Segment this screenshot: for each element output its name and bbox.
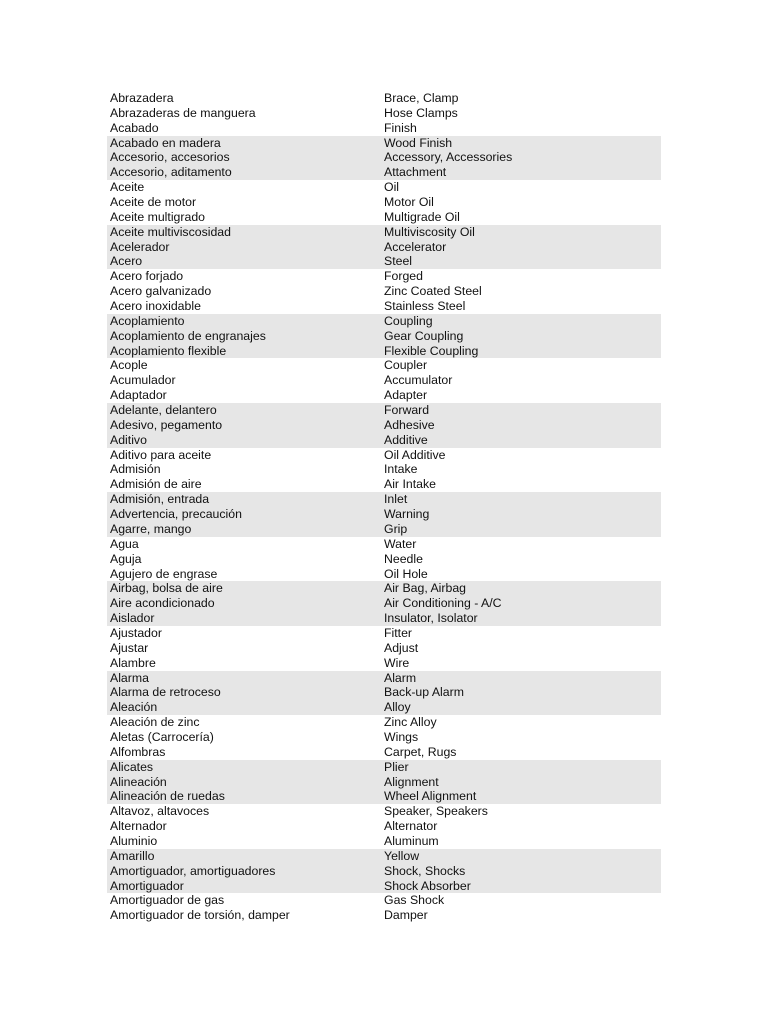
spanish-term: Acoplamiento flexible [110, 343, 227, 358]
english-term: Forged [384, 269, 423, 284]
english-term: Shock Absorber [384, 878, 471, 893]
glossary-row [107, 180, 661, 195]
glossary-row [107, 671, 661, 686]
glossary-row [107, 552, 661, 567]
english-term: Damper [384, 908, 428, 923]
spanish-term: Aceite multiviscosidad [110, 224, 231, 239]
glossary-row [107, 522, 661, 537]
glossary-row [107, 804, 661, 819]
english-term: Inlet [384, 492, 408, 507]
spanish-term: Acelerador [110, 239, 170, 254]
glossary-row [107, 388, 661, 403]
spanish-term: Aguja [110, 551, 142, 566]
spanish-term: Airbag, bolsa de aire [110, 581, 223, 596]
spanish-term: Amarillo [110, 848, 155, 863]
spanish-term: Aditivo para aceite [110, 447, 212, 462]
english-term: Insulator, Isolator [384, 611, 478, 626]
glossary-row [107, 745, 661, 760]
glossary-row [107, 477, 661, 492]
spanish-term: Acero inoxidable [110, 299, 201, 314]
english-term: Zinc Coated Steel [384, 284, 482, 299]
english-term: Adhesive [384, 417, 435, 432]
english-term: Additive [384, 432, 428, 447]
glossary-row [107, 760, 661, 775]
glossary-row [107, 106, 661, 121]
english-term: Intake [384, 462, 418, 477]
spanish-term: Admisión [110, 462, 161, 477]
glossary-row [107, 240, 661, 255]
glossary-row [107, 789, 661, 804]
spanish-term: Acero [110, 254, 143, 269]
glossary-row [107, 567, 661, 582]
english-term: Motor Oil [384, 195, 434, 210]
glossary-row [107, 908, 661, 923]
glossary-row [107, 507, 661, 522]
glossary-row [107, 879, 661, 894]
glossary-row [107, 121, 661, 136]
spanish-term: Alicates [110, 759, 154, 774]
glossary-row [107, 358, 661, 373]
glossary-row [107, 893, 661, 908]
glossary-row [107, 492, 661, 507]
glossary-row [107, 314, 661, 329]
glossary-row [107, 700, 661, 715]
spanish-term: Amortiguador de torsión, damper [110, 908, 290, 923]
spanish-term: Adaptador [110, 388, 167, 403]
spanish-term: Accesorio, accesorios [110, 150, 230, 165]
spanish-term: Amortiguador de gas [110, 893, 225, 908]
spanish-term: Altavoz, altavoces [110, 804, 210, 819]
spanish-term: Abrazadera [110, 91, 174, 105]
spanish-term: Aceite multigrado [110, 209, 206, 224]
glossary-row [107, 91, 661, 106]
english-term: Alarm [384, 670, 417, 685]
english-term: Aluminum [384, 833, 439, 848]
spanish-term: Alarma de retroceso [110, 685, 221, 700]
english-term: Adapter [384, 388, 428, 403]
english-term: Accessory, Accessories [384, 150, 513, 165]
english-term: Stainless Steel [384, 299, 466, 314]
glossary-row [107, 819, 661, 834]
english-term: Forward [384, 403, 430, 418]
spanish-term: Agua [110, 536, 139, 551]
spanish-term: Alineación [110, 774, 167, 789]
english-term: Air Intake [384, 477, 436, 492]
glossary-row [107, 210, 661, 225]
english-term: Attachment [384, 165, 447, 180]
english-term: Carpet, Rugs [384, 744, 457, 759]
spanish-term: Aluminio [110, 833, 158, 848]
english-term: Wire [384, 655, 410, 670]
glossary-row [107, 344, 661, 359]
english-term: Coupling [384, 313, 433, 328]
spanish-term: Alfombras [110, 744, 166, 759]
english-term: Multigrade Oil [384, 209, 460, 224]
english-term: Air Conditioning - A/C [384, 596, 502, 611]
glossary-row [107, 448, 661, 463]
english-term: Alloy [384, 700, 411, 715]
glossary-row [107, 537, 661, 552]
english-term: Needle [384, 551, 423, 566]
glossary-row [107, 596, 661, 611]
spanish-term: Acabado en madera [110, 135, 221, 150]
english-term: Alignment [384, 774, 439, 789]
glossary-row [107, 418, 661, 433]
english-term: Accumulator [384, 373, 453, 388]
glossary-row [107, 462, 661, 477]
spanish-term: Acero forjado [110, 269, 184, 284]
spanish-term: Acabado [110, 120, 159, 135]
english-term: Wings [384, 729, 419, 744]
english-term: Flexible Coupling [384, 343, 479, 358]
english-term: Warning [384, 507, 430, 522]
english-term: Wood Finish [384, 135, 453, 150]
glossary-row [107, 403, 661, 418]
spanish-term: Amortiguador [110, 878, 184, 893]
english-term: Alternator [384, 819, 438, 834]
spanish-term: Aceite de motor [110, 195, 197, 210]
glossary-row [107, 299, 661, 314]
spanish-term: Aditivo [110, 432, 147, 447]
english-term: Coupler [384, 358, 428, 373]
english-term: Air Bag, Airbag [384, 581, 467, 596]
glossary-row [107, 834, 661, 849]
english-term: Oil [384, 180, 400, 195]
glossary-row [107, 611, 661, 626]
spanish-term: Admisión de aire [110, 477, 202, 492]
spanish-term: Accesorio, aditamento [110, 165, 232, 180]
spanish-term: Aislador [110, 611, 155, 626]
glossary-row [107, 269, 661, 284]
spanish-term: Ajustador [110, 625, 162, 640]
spanish-term: Acero galvanizado [110, 284, 212, 299]
english-term: Hose Clamps [384, 105, 458, 120]
english-term: Finish [384, 120, 417, 135]
spanish-term: Alarma [110, 670, 149, 685]
english-term: Wheel Alignment [384, 789, 477, 804]
glossary-row [107, 225, 661, 240]
spanish-term: Abrazaderas de manguera [110, 105, 256, 120]
spanish-term: Acoplamiento [110, 313, 185, 328]
glossary-row [107, 150, 661, 165]
english-term: Oil Hole [384, 566, 428, 581]
english-term: Accelerator [384, 239, 447, 254]
spanish-term: Alineación de ruedas [110, 789, 225, 804]
glossary-row [107, 626, 661, 641]
spanish-term: Acumulador [110, 373, 176, 388]
glossary-row [107, 284, 661, 299]
english-term: Water [384, 536, 417, 551]
english-term: Steel [384, 254, 413, 269]
english-term: Adjust [384, 640, 419, 655]
spanish-term: Agujero de engrase [110, 566, 218, 581]
glossary-row [107, 254, 661, 269]
english-term: Speaker, Speakers [384, 804, 488, 819]
glossary-row [107, 641, 661, 656]
glossary-row [107, 136, 661, 151]
glossary-row [107, 715, 661, 730]
spanish-term: Advertencia, precaución [110, 507, 242, 522]
spanish-term: Aleación [110, 700, 158, 715]
glossary-row [107, 373, 661, 388]
spanish-term: Adesivo, pegamento [110, 417, 223, 432]
english-term: Zinc Alloy [384, 715, 437, 730]
english-term: Oil Additive [384, 447, 446, 462]
glossary-row [107, 165, 661, 180]
spanish-term: Acople [110, 358, 148, 373]
english-term: Grip [384, 521, 408, 536]
glossary-row [107, 730, 661, 745]
spanish-term: Alternador [110, 819, 167, 834]
spanish-term: Ajustar [110, 640, 149, 655]
glossary-row [107, 195, 661, 210]
glossary-row [107, 656, 661, 671]
spanish-term: Alambre [110, 655, 156, 670]
glossary-row [107, 433, 661, 448]
english-term: Plier [384, 759, 409, 774]
english-term: Yellow [384, 848, 420, 863]
spanish-term: Acoplamiento de engranajes [110, 328, 266, 343]
spanish-term: Adelante, delantero [110, 403, 217, 418]
glossary-row [107, 581, 661, 596]
glossary-row [107, 864, 661, 879]
english-term: Fitter [384, 625, 413, 640]
english-term: Multiviscosity Oil [384, 224, 475, 239]
spanish-term: Aleación de zinc [110, 715, 200, 730]
glossary-row [107, 775, 661, 790]
spanish-term: Aire acondicionado [110, 596, 215, 611]
english-term: Gas Shock [384, 893, 445, 908]
spanish-term: Agarre, mango [110, 521, 192, 536]
english-term: Back-up Alarm [384, 685, 464, 700]
english-term: Gear Coupling [384, 328, 464, 343]
spanish-term: Aletas (Carrocería) [110, 729, 214, 744]
english-term: Brace, Clamp [384, 91, 459, 105]
glossary-row [107, 849, 661, 864]
glossary-row [107, 685, 661, 700]
spanish-term: Admisión, entrada [110, 492, 210, 507]
spanish-term: Amortiguador, amortiguadores [110, 863, 276, 878]
glossary-table [107, 91, 661, 923]
glossary-row [107, 329, 661, 344]
spanish-term: Aceite [110, 180, 145, 195]
english-term: Shock, Shocks [384, 863, 466, 878]
